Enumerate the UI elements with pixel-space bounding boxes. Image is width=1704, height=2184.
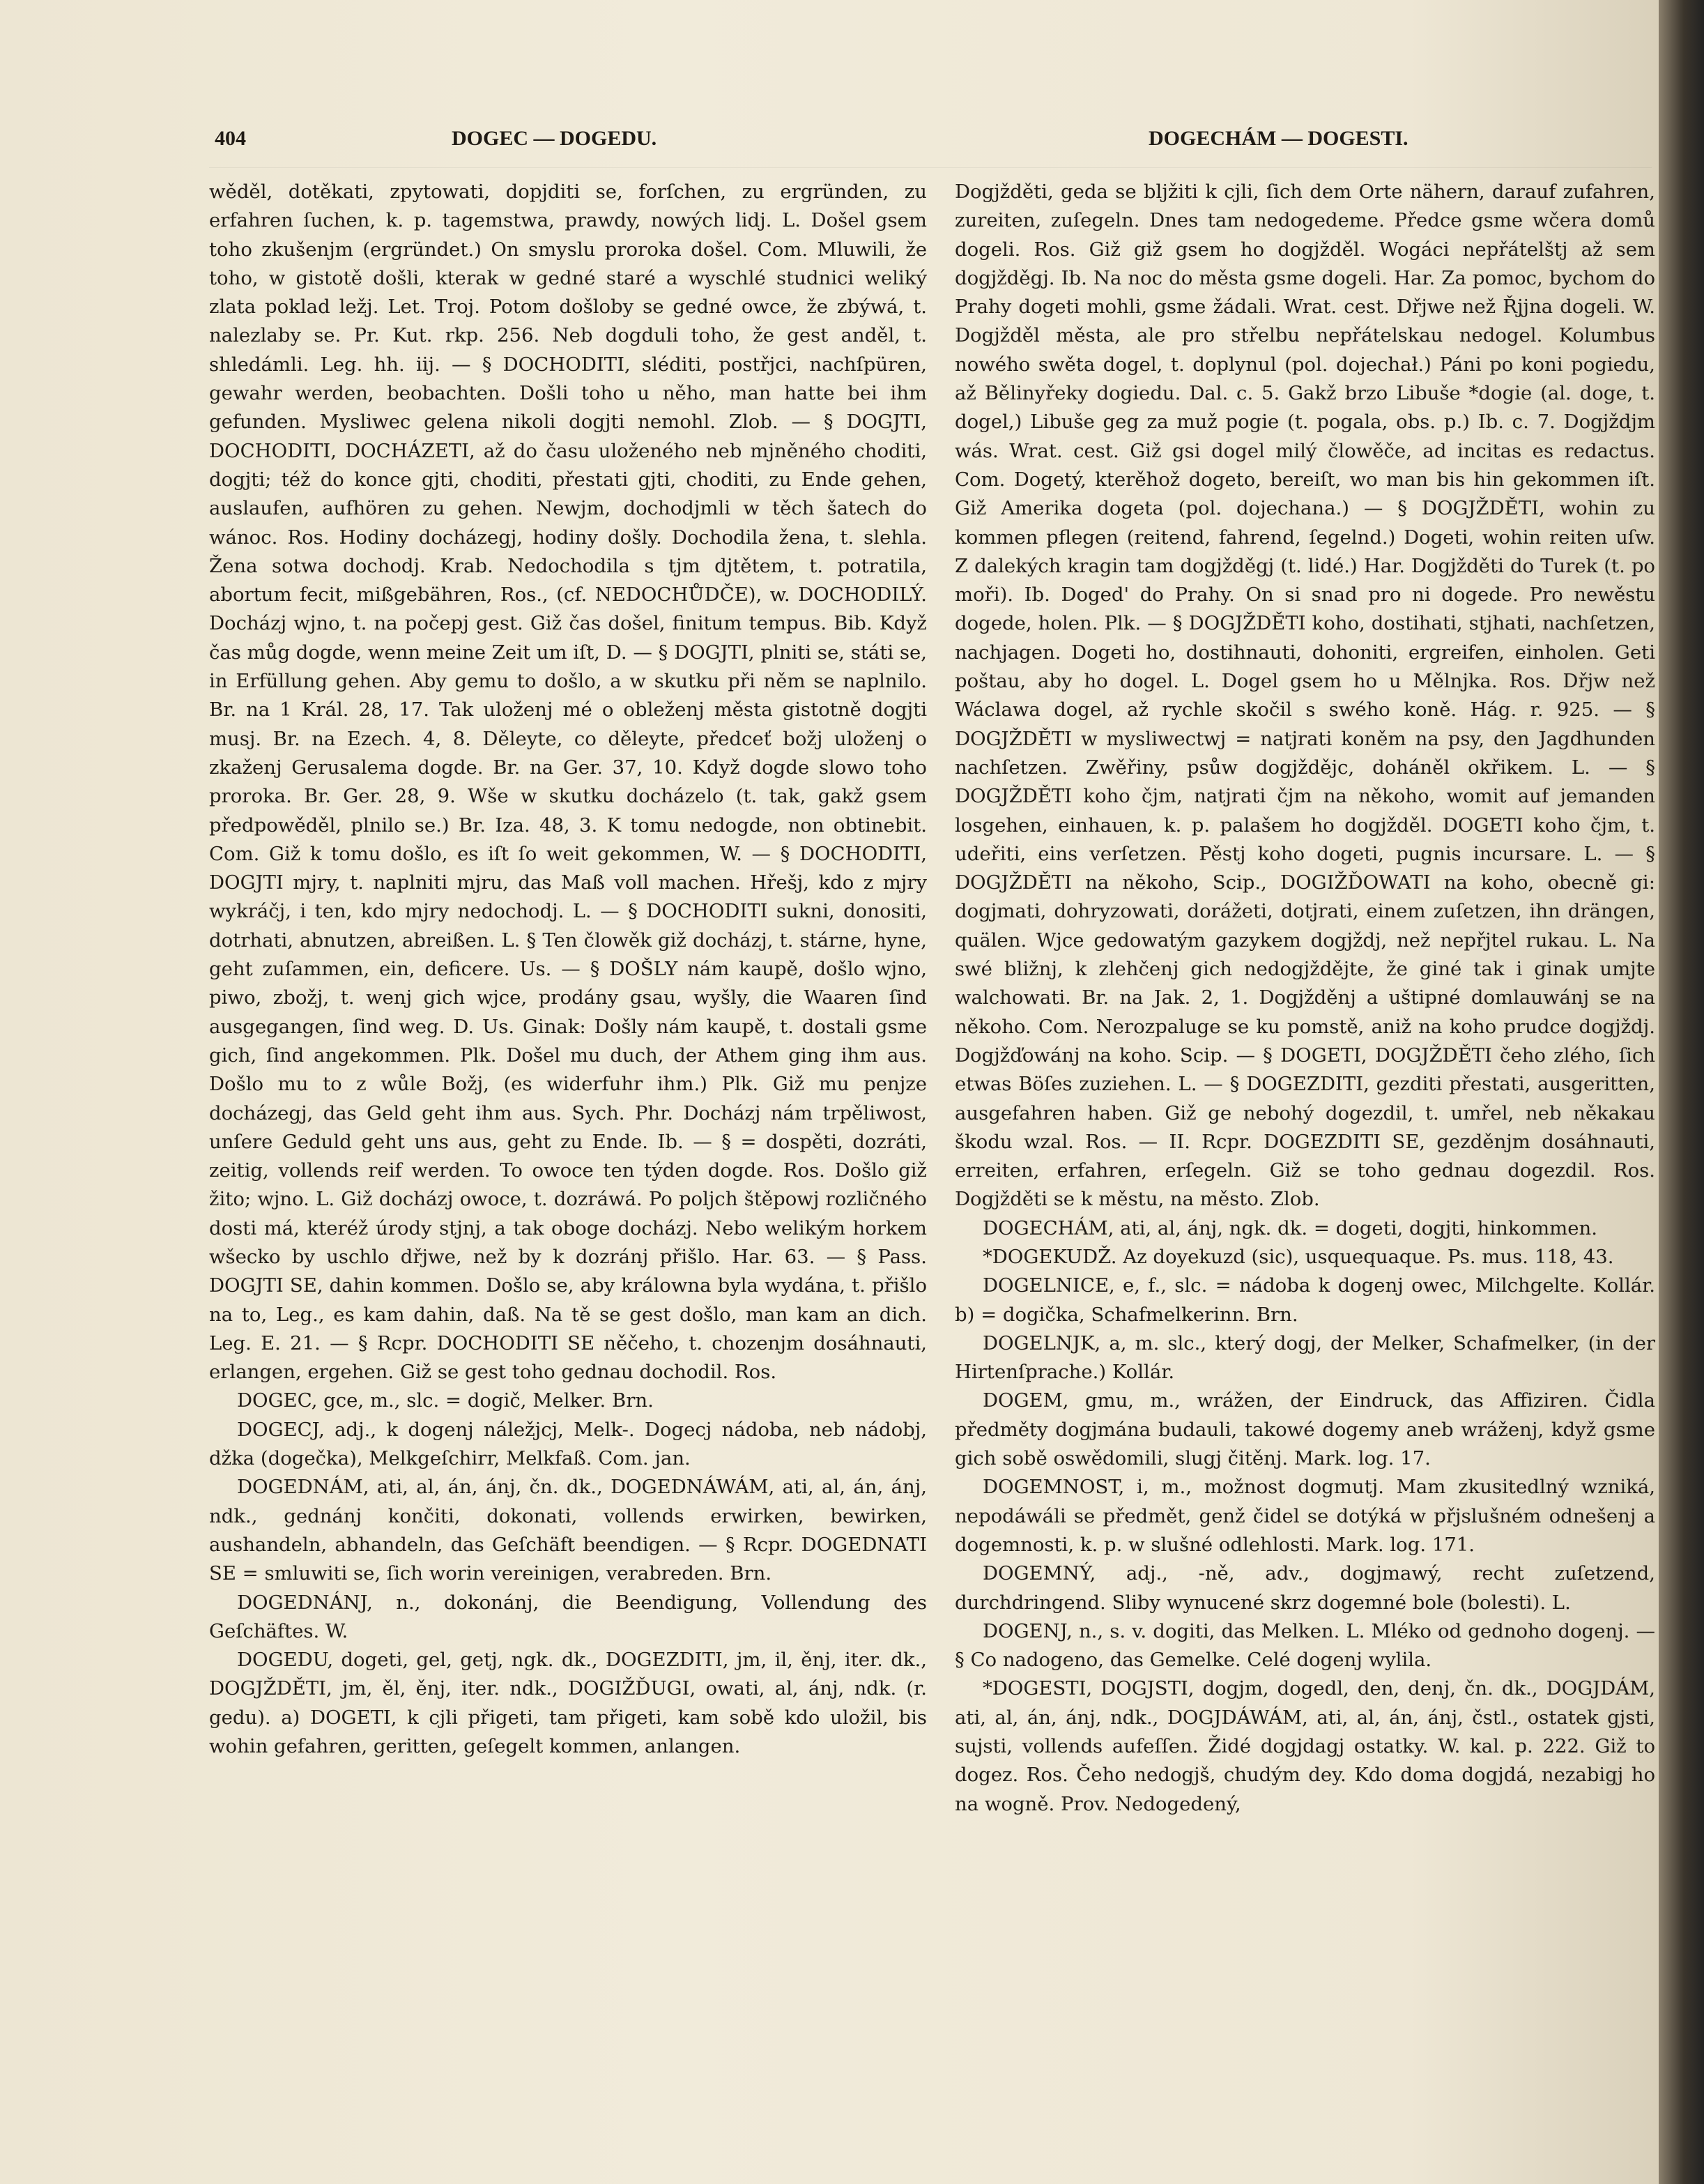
entry-paragraph: DOGEMNOST, i, m., možnost dogmutj. Mam zkusitedlný wzniká, nepodáwáli se předmět, genž čidel se dotýká w přjslušném odnešenj a dogemnosti, k. p. w slušné odlehlosti. Mark. log. 171.: [955, 1476, 1655, 1556]
running-head-right: DOGECHÁM — DOGESTI.: [1149, 127, 1409, 150]
left-column: [209, 178, 927, 1761]
page-number: 404: [215, 127, 246, 150]
entry-paragraph: DOGELNICE, e, f., slc. = nádoba k dogenj owec, Milchgelte. Kollár. b) = dogička, Schafmelkerinn. Brn.: [955, 1274, 1655, 1326]
right-column: [955, 178, 1655, 1819]
entry-paragraph: DOGEDNÁM, ati, al, án, ánj, čn. dk., DOGEDNÁWÁM, ati, al, án, ánj, ndk., gednánj končiti, dokonati, vollends erwirken, bewirken, aushandeln, abhandeln, das Geſchäft beendigen. — § Rcpr. DOGEDNATI SE = smluwiti se, ſich worin vereinigen, verabreden. Brn.: [209, 1476, 927, 1585]
entry-paragraph: DOGENJ, n., s. v. dogiti, das Melken. L. Mléko od gednoho dogenj. — § Co nadogeno, das Gemelke. Celé dogenj wylila.: [955, 1619, 1655, 1672]
entry-paragraph: DOGEMNÝ, adj., -ně, adv., dogjmawý, recht zuſetzend, durchdringend. Sliby wynucené skrz dogemné bole (bolesti). L.: [955, 1562, 1655, 1614]
entry-paragraph: wěděl, dotěkati, zpytowati, dopjditi se, forſchen, zu ergründen, zu erfahren ſuchen, k. p. tagemstwa, prawdy, nowých lidj. L. Došel gsem toho zkušenjm (ergründet.) On smyslu proroka došel. Com. Mluwili, že toho, w gistotě došli, kterak w gedné staré a wyschlé studnici weliký zlata poklad ležj. Let. Troj. Potom došloby se gedné owce, že zbýwá, t. nalezlaby se. Pr. Kut. rkp. 256. Neb dogduli toho, že gest anděl, t. shledámli. Leg. hh. iij. — § DOCHODITI, sléditi, postřjci, nachſpüren, gewahr werden, beobachten. Došli toho u něho, man hatte bei ihm gefunden. Mysliwec gelena nikoli dogjti nemohl. Zlob. — § DOGJTI, DOCHODITI, DOCHÁZETI, až do času uloženého neb mjněného choditi, dogjti; též do konce gjti, choditi, přestati gjti, choditi, zu Ende gehen, auslaufen, aufhören zu gehen. Newjm, dochodjmli w těch šatech do wánoc. Ros. Hodiny docházegj, hodiny došly. Dochodila žena, t. slehla. Žena sotwa dochodj. Krab. Nedochodila s tjm djtětem, t. potratila, abortum fecit, mißgebähren, Ros., (cf. NEDOCHŮDČE), w. DOCHODILÝ. Docházj wjno, t. na počepj gest. Giž čas došel, finitum tempus. Bib. Když čas můg dogde, wenn meine Zeit um iſt, D. — § DOGJTI, plniti se, státi se, in Erfüllung gehen. Aby gemu to došlo, a w skutku při něm se naplnilo. Br. na 1 Král. 28, 17. Tak uloženj mé o obleženj města gistotně dogjti musj. Br. na Ezech. 4, 8. Děleyte, co děleyte, předceť božj uloženj o zkaženj Gerusalema dogde. Br. na Ger. 37, 10. Když dogde slowo toho proroka. Br. Ger. 28, 9. Wše w skutku docházelo (t. tak, gakž gsem předpowěděl, plnilo se.) Br. Iza. 48, 3. K tomu nedogde, non obtinebit. Com. Giž k tomu došlo, es iſt ſo weit gekommen, W. — § DOCHODITI, DOGJTI mjry, t. naplniti mjru, das Maß voll machen. Hřešj, kdo z mjry wykráčj, i ten, kdo mjry nedochodj. L. — § DOCHODITI sukni, donositi, dotrhati, abnutzen, abreißen. L. § Ten člowěk giž docházj, t. stárne, hyne, geht zuſammen, ein, deficere. Us. — § DOŠLY nám kaupě, došlo wjno, piwo, zbožj, t. wenj gich wjce, prodány gsau, wyšly, die Waaren ſind ausgegangen, ſind weg. D. Us. Ginak: Došly nám kaupě, t. dostali gsme gich, ſind angekommen. Plk. Došel mu duch, der Athem ging ihm aus. Došlo mu to z wůle Božj, (es widerfuhr ihm.) Plk. Giž mu penjze docházegj, das Geld geht ihm aus. Sych. Phr. Docházj nám trpěliwost, unſere Geduld geht uns aus, geht zu Ende. Ib. — § = dospěti, dozráti, zeitig, vollends reif werden. To owoce ten týden dogde. Ros. Došlo giž žito; wjno. L. Giž docházj owoce, t. dozráwá. Po poljch štěpowj rozličného dosti má, kteréž úrody stjnj, a tak oboge docházj. Nebo welikým horkem wšecko by uschlo dřjwe, než by k dozránj přišlo. Har. 63. — § Pass. DOGJTI SE, dahin kommen. Došlo se, aby králowna byla wydána, t. přišlo na to, Leg., es kam dahin, daß. Na tě se gest došlo, man kam an dich. Leg. E. 21. — § Rcpr. DOCHODITI SE něčeho, t. chozenjm dosáhnauti, erlangen, ergehen. Giž se gest toho gednau dochodil. Ros.: [209, 181, 927, 1384]
header-rule: [209, 167, 1652, 168]
entry-paragraph: DOGELNJK, a, m. slc., který dogj, der Melker, Schafmelker, (in der Hirtenſprache.) Kollár.: [955, 1331, 1655, 1384]
entry-paragraph: DOGEDNÁNJ, n., dokonánj, die Beendigung, Vollendung des Geſchäftes. W.: [209, 1591, 927, 1642]
entry-paragraph: DOGECJ, adj., k dogenj náležjcj, Melk-. Dogecj nádoba, neb nádobj, džka (dogečka), Melkgeſchirr, Melkfaß. Com. jan.: [209, 1418, 927, 1470]
entry-paragraph: DOGEM, gmu, m., wrážen, der Eindruck, das Affiziren. Čidla předměty dogjmána budauli, takowé dogemy aneb wráženj, když gsme gich sobě oswědomili, slugj čitěnj. Mark. log. 17.: [955, 1389, 1655, 1470]
entry-paragraph: DOGECHÁM, ati, al, ánj, ngk. dk. = dogeti, dogjti, hinkommen.: [983, 1216, 1597, 1239]
running-head-left: DOGEC — DOGEDU.: [452, 127, 657, 150]
entry-paragraph: DOGEC, gce, m., slc. = dogič, Melker. Brn.: [237, 1389, 654, 1412]
book-spine-edge: [1659, 0, 1704, 2184]
entry-paragraph: DOGEDU, dogeti, gel, getj, ngk. dk., DOGEZDITI, jm, il, ěnj, iter. dk., DOGJŽDĚTI, jm, ěl, ěnj, iter. ndk., DOGIŽĎUGI, owati, al, ánj, ndk. (r. gedu). a) DOGETI, k cjli přigeti, tam přigeti, kam sobě kdo uložil, bis wohin gefahren, geritten, geſegelt kommen, anlangen.: [209, 1649, 927, 1758]
entry-paragraph: Dogjžděti, geda se blјžiti k cjli, ſich dem Orte nähern, darauf zufahren, zureiten, zuſegeln. Dnes tam nedogedeme. Předce gsme wčera domů dogeli. Ros. Giž giž gsem ho dogjžděl. Wogáci nepřátelštj až sem dogjžděgj. Ib. Na noc do města gsme dogeli. Har. Za pomoc, bychom do Prahy dogeti mohli, gsme žádali. Wrat. cest. Dřjwe než Řjjna dogeli. W. Dogjžděl města, ale pro střelbu nepřátelskau nedogel. Kolumbus nowého swěta dogel, t. doplynul (pol. dojechał.) Páni po koni pogiedu, až Bělinyřeky dogiedu. Dal. c. 5. Gakž brzo Libuše *dogie (al. doge, t. dogel,) Libuše geg za muž pogie (t. pogala, obs. p.) Ib. c. 7. Dogjždjm wás. Wrat. cest. Giž gsi dogel milý člowěče, ad incitas es redactus. Com. Dogetý, kterěhož dogeto, bereiſt, wo man bis hin gekommen iſt. Giž Amerika dogeta (pol. dojechana.) — § DOGJŽDĚTI, wohin zu kommen pflegen (reitend, fahrend, ſegelnd.) Dogeti, wohin reiten uſw. Z dalekých kragin tam dogjžděgj (t. lidé.) Har. Dogjžděti do Turek (t. po moři). Ib. Doged' do Prahy. On si snad pro ni dogede. Pro newěstu dogede, holen. Plk. — § DOGJŽDĚTI koho, dostihati, stjhati, nachſetzen, nachjagen. Dogeti ho, dostihnauti, dohoniti, ergreifen, einholen. Geti poštau, aby ho dogel. L. Dogel gsem ho u Mělnjka. Ros. Dřjw než Wáclawa dogel, až rychle skočil s swého koně. Hág. r. 925. — § DOGJŽDĚTI w mysliwectwj = natjrati koněm na psy, den Jagdhunden nachſetzen. Zwěřiny, psůw dogjždějc, doháněl okřikem. L. — § DOGJŽDĚTI koho čjm, natjrati čjm na někoho, womit auf jemanden losgehen, einhauen, k. p. palašem ho dogjžděl. DOGETI koho čjm, t. udeřiti, eins verſetzen. Pěstj koho dogeti, pugnis incursare. L. — § DOGJŽDĚTI na někoho, Scip., DOGIŽĎOWATI na koho, obecně gi: dogjmati, dohryzowati, dorážeti, dotjrati, einem zuſetzen, ihn drängen, quälen. Wjce gedowatým gazykem dogjždj, než nepřjtel rukau. L. Na swé bližnj, k zlehčenj gich nedogjždějte, že giné tak i ginak umjte walchowati. Br. na Jak. 2, 1. Dogjžděnj a uštipné domlauwánj se na někoho. Com. Nerozpaluge se ku pomstě, aniž na koho prudce dogjždj. Dogjžďowánj na koho. Scip. — § DOGETI, DOGJŽDĚTI čeho zlého, ſich etwas Böſes zuziehen. L. — § DOGEZDITI, gezditi přestati, ausgeritten, ausgefahren haben. Giž ge nebohý dogezdil, t. umřel, neb někakau škodu wzal. Ros. — II. Rcpr. DOGEZDITI SE, gezděnjm dosáhnauti, erreiten, erfahren, erſegeln. Giž se toho gednau dogezdil. Ros. Dogjžděti se k městu, na město. Zlob.: [955, 181, 1655, 1211]
page-header: [215, 127, 1462, 162]
entry-paragraph: *DOGESTI, DOGJSTI, dogjm, dogedl, den, denj, čn. dk., DOGJDÁM, ati, al, án, ánj, ndk., DOGJDÁWÁM, ati, al, án, ánj, čstl., ostatek gjsti, sujsti, vollends aufeſſen. Židé dogjdagj ostatky. W. kal. p. 222. Giž to dogez. Ros. Čeho nedogjš, chudým dey. Kdo doma dogjdá, nezabigj ho na wogně. Prov. Nedogedený,: [955, 1677, 1655, 1815]
entry-paragraph: *DOGEKUDŽ. Az doyekuzd (sic), usquequaque. Ps. mus. 118, 43.: [983, 1245, 1614, 1268]
